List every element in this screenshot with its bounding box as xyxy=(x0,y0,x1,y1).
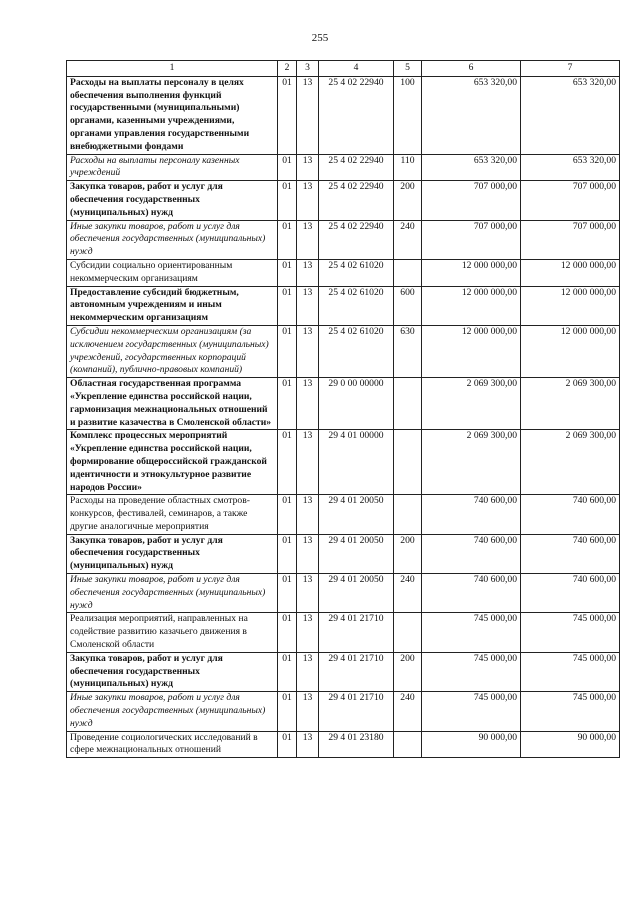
row-subsection: 13 xyxy=(297,731,319,758)
table-row xyxy=(67,652,620,691)
row-name: Субсидии некоммерческим организациям (за исключением государственных (муниципальных) учреждений, государственных корпораций (компаний), публично-правовых компаний) xyxy=(67,325,278,377)
row-amount-col6: 12 000 000,00 xyxy=(422,286,521,325)
row-expense-type xyxy=(394,613,422,652)
row-section: 01 xyxy=(278,378,297,430)
col-header-2: 2 xyxy=(278,61,297,77)
row-subsection: 13 xyxy=(297,181,319,220)
row-subsection: 13 xyxy=(297,259,319,286)
row-amount-col6: 745 000,00 xyxy=(422,692,521,731)
row-amount-col7: 745 000,00 xyxy=(521,692,620,731)
table-row xyxy=(67,286,620,325)
row-amount-col6: 2 069 300,00 xyxy=(422,378,521,430)
table-row xyxy=(67,378,620,430)
row-section: 01 xyxy=(278,613,297,652)
row-section: 01 xyxy=(278,76,297,154)
row-name: Субсидии социально ориентированным некоммерческим организациям xyxy=(67,259,278,286)
row-expense-type: 240 xyxy=(394,574,422,613)
row-amount-col7: 745 000,00 xyxy=(521,652,620,691)
row-name: Областная государственная программа «Укрепление единства российской нации, гармонизация межнациональных отношений и развитие казачества в Смоленской области» xyxy=(67,378,278,430)
table-row xyxy=(67,692,620,731)
row-section: 01 xyxy=(278,325,297,377)
row-amount-col6: 745 000,00 xyxy=(422,652,521,691)
row-target-code: 29 4 01 00000 xyxy=(319,430,394,495)
row-section: 01 xyxy=(278,652,297,691)
row-section: 01 xyxy=(278,731,297,758)
table-row xyxy=(67,220,620,259)
row-amount-col7: 740 600,00 xyxy=(521,534,620,573)
row-target-code: 29 4 01 20050 xyxy=(319,534,394,573)
row-amount-col6: 12 000 000,00 xyxy=(422,325,521,377)
row-expense-type xyxy=(394,378,422,430)
row-subsection: 13 xyxy=(297,76,319,154)
row-section: 01 xyxy=(278,220,297,259)
row-name: Проведение социологических исследований в сфере межнациональных отношений xyxy=(67,731,278,758)
row-expense-type: 600 xyxy=(394,286,422,325)
row-subsection: 13 xyxy=(297,220,319,259)
row-subsection: 13 xyxy=(297,574,319,613)
row-subsection: 13 xyxy=(297,325,319,377)
row-name: Реализация мероприятий, направленных на содействие развитию казачьего движения в Смоленской области xyxy=(67,613,278,652)
col-header-6: 6 xyxy=(422,61,521,77)
row-target-code: 29 4 01 21710 xyxy=(319,652,394,691)
table-row xyxy=(67,430,620,495)
row-target-code: 25 4 02 22940 xyxy=(319,181,394,220)
row-expense-type: 240 xyxy=(394,220,422,259)
row-amount-col6: 12 000 000,00 xyxy=(422,259,521,286)
col-header-7: 7 xyxy=(521,61,620,77)
table-row xyxy=(67,259,620,286)
row-target-code: 29 4 01 21710 xyxy=(319,613,394,652)
row-target-code: 29 4 01 23180 xyxy=(319,731,394,758)
row-section: 01 xyxy=(278,154,297,181)
table-row xyxy=(67,76,620,154)
table-row xyxy=(67,731,620,758)
row-subsection: 13 xyxy=(297,286,319,325)
row-subsection: 13 xyxy=(297,613,319,652)
table-row xyxy=(67,534,620,573)
header-row xyxy=(67,61,620,77)
row-expense-type xyxy=(394,495,422,534)
row-name: Иные закупки товаров, работ и услуг для обеспечения государственных (муниципальных) нужд xyxy=(67,220,278,259)
row-amount-col7: 12 000 000,00 xyxy=(521,286,620,325)
row-expense-type: 630 xyxy=(394,325,422,377)
row-amount-col6: 653 320,00 xyxy=(422,76,521,154)
page-number: 255 xyxy=(311,32,329,44)
row-amount-col6: 707 000,00 xyxy=(422,220,521,259)
row-name: Иные закупки товаров, работ и услуг для обеспечения государственных (муниципальных) нужд xyxy=(67,692,278,731)
row-expense-type: 100 xyxy=(394,76,422,154)
row-section: 01 xyxy=(278,574,297,613)
row-target-code: 29 4 01 20050 xyxy=(319,495,394,534)
col-header-3: 3 xyxy=(297,61,319,77)
row-amount-col7: 2 069 300,00 xyxy=(521,430,620,495)
row-amount-col7: 707 000,00 xyxy=(521,220,620,259)
col-header-4: 4 xyxy=(319,61,394,77)
row-name: Закупка товаров, работ и услуг для обеспечения государственных (муниципальных) нужд xyxy=(67,181,278,220)
row-amount-col7: 740 600,00 xyxy=(521,495,620,534)
col-header-5: 5 xyxy=(394,61,422,77)
row-name: Закупка товаров, работ и услуг для обеспечения государственных (муниципальных) нужд xyxy=(67,534,278,573)
row-amount-col6: 740 600,00 xyxy=(422,574,521,613)
row-amount-col7: 2 069 300,00 xyxy=(521,378,620,430)
row-subsection: 13 xyxy=(297,378,319,430)
row-target-code: 25 4 02 22940 xyxy=(319,154,394,181)
row-name: Расходы на проведение областных смотров-конкурсов, фестивалей, семинаров, а также другие аналогичные мероприятия xyxy=(67,495,278,534)
row-section: 01 xyxy=(278,692,297,731)
row-amount-col6: 707 000,00 xyxy=(422,181,521,220)
row-amount-col6: 740 600,00 xyxy=(422,495,521,534)
row-subsection: 13 xyxy=(297,534,319,573)
row-expense-type xyxy=(394,259,422,286)
row-subsection: 13 xyxy=(297,495,319,534)
row-section: 01 xyxy=(278,181,297,220)
row-target-code: 25 4 02 61020 xyxy=(319,325,394,377)
row-amount-col7: 740 600,00 xyxy=(521,574,620,613)
row-expense-type: 240 xyxy=(394,692,422,731)
table-body xyxy=(67,76,620,757)
row-amount-col6: 745 000,00 xyxy=(422,613,521,652)
row-section: 01 xyxy=(278,259,297,286)
row-expense-type: 200 xyxy=(394,652,422,691)
row-subsection: 13 xyxy=(297,692,319,731)
row-target-code: 29 4 01 21710 xyxy=(319,692,394,731)
row-amount-col6: 740 600,00 xyxy=(422,534,521,573)
row-name: Расходы на выплаты персоналу казенных учреждений xyxy=(67,154,278,181)
row-target-code: 25 4 02 61020 xyxy=(319,286,394,325)
row-subsection: 13 xyxy=(297,154,319,181)
col-header-1: 1 xyxy=(67,61,278,77)
row-target-code: 25 4 02 22940 xyxy=(319,76,394,154)
row-name: Комплекс процессных мероприятий «Укрепление единства российской нации, формирование общероссийской гражданской идентичности и этнокультурное развитие народов России» xyxy=(67,430,278,495)
row-amount-col7: 745 000,00 xyxy=(521,613,620,652)
row-expense-type xyxy=(394,731,422,758)
row-name: Расходы на выплаты персоналу в целях обеспечения выполнения функций государственными (муниципальными) органами, казенными учреждениями, органами управления государственными внебюджетными фондами xyxy=(67,76,278,154)
table-row xyxy=(67,574,620,613)
row-amount-col7: 707 000,00 xyxy=(521,181,620,220)
row-amount-col7: 653 320,00 xyxy=(521,76,620,154)
row-name: Закупка товаров, работ и услуг для обеспечения государственных (муниципальных) нужд xyxy=(67,652,278,691)
row-amount-col6: 90 000,00 xyxy=(422,731,521,758)
table-row xyxy=(67,325,620,377)
table-row xyxy=(67,154,620,181)
row-expense-type: 200 xyxy=(394,534,422,573)
row-target-code: 25 4 02 22940 xyxy=(319,220,394,259)
row-target-code: 25 4 02 61020 xyxy=(319,259,394,286)
row-name: Иные закупки товаров, работ и услуг для обеспечения государственных (муниципальных) нужд xyxy=(67,574,278,613)
row-section: 01 xyxy=(278,534,297,573)
row-subsection: 13 xyxy=(297,430,319,495)
row-name: Предоставление субсидий бюджетным, автономным учреждениям и иным некоммерческим организациям xyxy=(67,286,278,325)
row-amount-col7: 90 000,00 xyxy=(521,731,620,758)
row-expense-type xyxy=(394,430,422,495)
row-expense-type: 110 xyxy=(394,154,422,181)
row-section: 01 xyxy=(278,495,297,534)
row-section: 01 xyxy=(278,430,297,495)
row-amount-col6: 653 320,00 xyxy=(422,154,521,181)
row-amount-col7: 653 320,00 xyxy=(521,154,620,181)
row-amount-col6: 2 069 300,00 xyxy=(422,430,521,495)
table-row xyxy=(67,613,620,652)
row-target-code: 29 4 01 20050 xyxy=(319,574,394,613)
row-subsection: 13 xyxy=(297,652,319,691)
table-row xyxy=(67,181,620,220)
budget-table xyxy=(66,60,620,758)
row-expense-type: 200 xyxy=(394,181,422,220)
row-section: 01 xyxy=(278,286,297,325)
row-amount-col7: 12 000 000,00 xyxy=(521,259,620,286)
row-amount-col7: 12 000 000,00 xyxy=(521,325,620,377)
row-target-code: 29 0 00 00000 xyxy=(319,378,394,430)
table-row xyxy=(67,495,620,534)
